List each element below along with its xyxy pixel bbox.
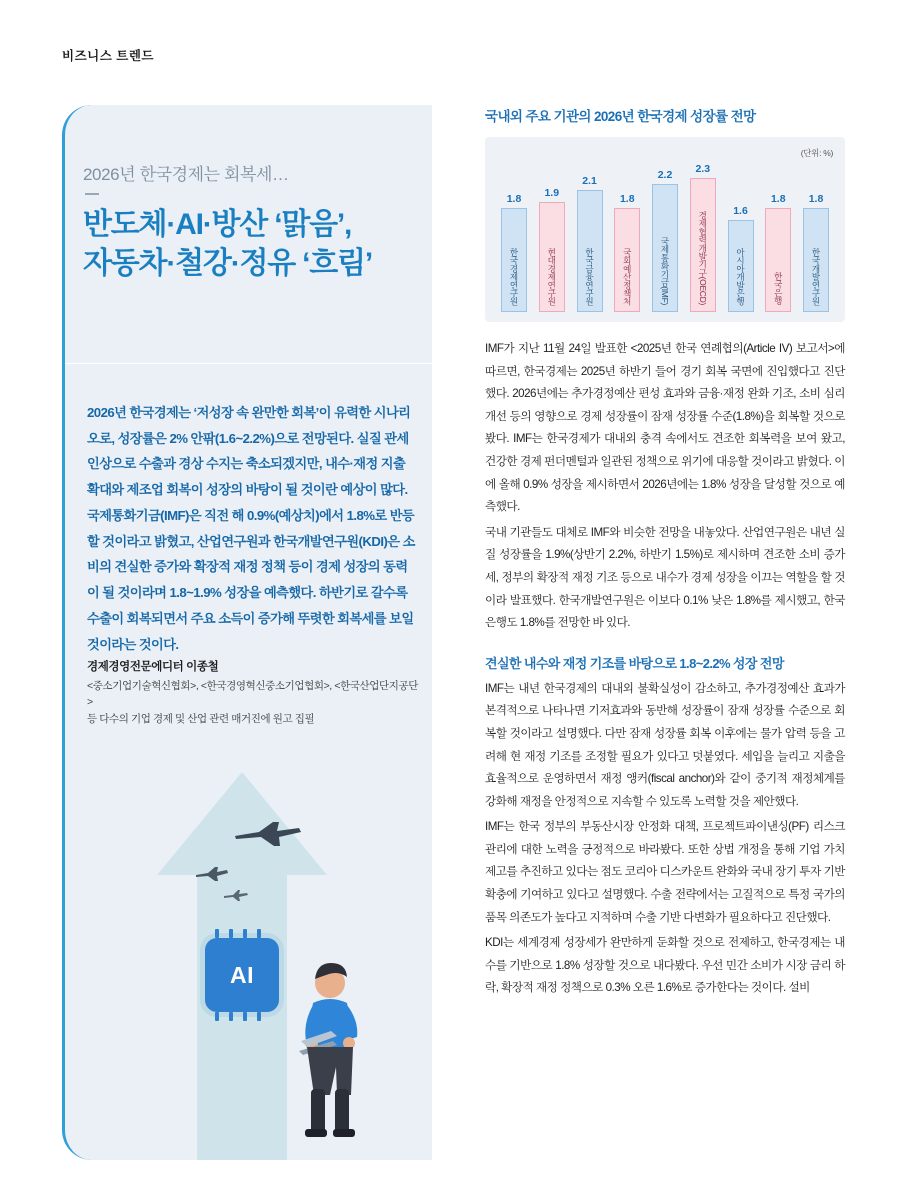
chip-pin bbox=[215, 929, 219, 938]
bar bbox=[539, 202, 565, 312]
chart-bar-group bbox=[763, 154, 793, 312]
byline bbox=[87, 658, 422, 727]
bar-value: 2.2 bbox=[657, 169, 673, 181]
hero-column bbox=[62, 105, 432, 1160]
bar-value: 1.8 bbox=[770, 193, 786, 205]
ai-chip-label: AI bbox=[230, 961, 254, 988]
article-paragraph: IMF는 내년 한국경제의 대내외 불확실성이 감소하고, 추가경정예산 효과가 본격적으로 나타나면 기저효과와 동반해 성장률이 잠재 성장률 수준으로 회복할 것이라고 설명했다. 다만 잠재 성장률 회복 이후에는 물가 압력 등을 고려해 현 재정 기조를 조정할 필요가 있다고 덧붙였다. 세입을 늘리고 지출을 효율적으로 운영하면서 재정 앵커(fiscal anchor)와 같이 중기적 재정체계를 강화해 재정을 안정적으로 지속할 수 있도록 노력할 것을 제안했다. bbox=[485, 681, 845, 808]
bar-value: 1.9 bbox=[544, 187, 560, 199]
fighter-jet-small-icon-2 bbox=[223, 888, 249, 902]
bar-category-label: 한국은행 bbox=[773, 272, 784, 305]
person-with-laptop-icon bbox=[273, 957, 383, 1142]
bar bbox=[614, 208, 640, 312]
growth-forecast-chart bbox=[485, 137, 845, 322]
bar-value: 2.1 bbox=[582, 175, 597, 187]
chart-bar-group bbox=[537, 154, 567, 312]
hero-title-block bbox=[83, 160, 428, 283]
bar-category-label: 경제협력개발기구(OECD) bbox=[697, 210, 708, 305]
chart-unit-note: (단위: %) bbox=[800, 148, 833, 158]
chart-bars bbox=[499, 154, 831, 312]
article-subheading: 견실한 내수와 재정 기조를 바탕으로 1.8~2.2% 성장 전망 bbox=[485, 655, 784, 671]
article-paragraph: KDI는 세계경제 성장세가 완만하게 둔화할 것으로 전제하고, 한국경제는 내수를 기반으로 1.8% 성장할 것으로 내다봤다. 우선 민간 소비가 시장 금리 하락, 확장적 재정 정책으로 0.3% 오른 1.6%로 증가한다는 것이다. 설비 bbox=[485, 936, 845, 995]
chip-pin bbox=[257, 1012, 261, 1021]
article-paragraph: IMF는 한국 정부의 부동산시장 안정화 대책, 프로젝트파이낸싱(PF) 리스크 관리에 대한 노력을 긍정적으로 바라봤다. 또한 상법 개정을 통해 기업 가치 제고를 추진하고 있다는 점도 코리아 디스카운트 완화와 국내 장기 투자 기반 확충에 기여하고 있다고 설명했다. 수출 전략에서는 고질적으로 특정 국가의 품목 의존도가 높다고 지적하며 수출 기반 다변화가 필요하다고 진단했다. bbox=[485, 820, 845, 924]
chip-pin bbox=[243, 1012, 247, 1021]
chip-pin bbox=[243, 929, 247, 938]
bar-value: 1.8 bbox=[808, 193, 824, 205]
bar-value: 1.6 bbox=[733, 205, 748, 217]
byline-author: 경제경영전문에디터 이종철 bbox=[87, 661, 219, 673]
bar-category-label: 한국경제연구원 bbox=[509, 247, 519, 305]
chip-pin bbox=[229, 1012, 233, 1021]
chart-bar-group bbox=[801, 154, 831, 312]
bar bbox=[501, 208, 527, 312]
chart-bar-group bbox=[499, 154, 529, 312]
bar-category-label: 국제통화기금(IMF) bbox=[660, 237, 670, 305]
chart-bar-group bbox=[650, 154, 680, 312]
chip-pin bbox=[257, 929, 261, 938]
bar-category-label: 아시아개발은행 bbox=[735, 247, 746, 305]
fighter-jet-small-icon-1 bbox=[195, 864, 229, 882]
article-body-bottom bbox=[485, 678, 845, 1000]
byline-affiliation-1: <중소기업기술혁신협회>, <한국경영혁신중소기업협회>, <한국산업단지공단> bbox=[87, 680, 419, 709]
bar-category-label: 한국개발연구원 bbox=[811, 247, 821, 305]
hero-headline bbox=[83, 205, 428, 283]
article-body-top bbox=[485, 338, 845, 635]
section-kicker: 비즈니스 트렌드 bbox=[62, 49, 154, 63]
article-column bbox=[485, 105, 845, 1003]
byline-affiliation-2: 등 다수의 기업 경제 및 산업 관련 매거진에 원고 집필 bbox=[87, 712, 315, 725]
article-paragraph: 국내 기관들도 대체로 IMF와 비슷한 전망을 내놓았다. 산업연구원은 내년 실질 성장률을 1.9%(상반기 2.2%, 하반기 1.5%)로 제시하며 견조한 소비 증가세, 정부의 확장적 재정 기조 등으로 내수가 경제 성장을 이끄는 역할을 할 것이라 발표했다. 한국개발연구원은 이보다 0.1% 낮은 1.8%를 제시했고, 한국은행도 1.8%를 전망한 바 있다. bbox=[485, 525, 845, 630]
bar bbox=[803, 208, 829, 312]
hero-divider-dash bbox=[85, 193, 99, 195]
article-paragraph: IMF가 지난 11월 24일 발표한 <2025년 한국 연례협의(Article IV) 보고서>에 따르면, 한국경제는 2025년 하반기 들어 경기 회복 국면에 진입했다고 진단했다. 2026년에는 추가경정예산 편성 효과와 금융·재정 완화 기조, 소비 심리 개선 등의 영향으로 경제 성장률이 잠재 성장률 수준(1.8%)을 회복할 것으로 봤다. IMF는 한국경제가 대내외 충격 속에서도 견조한 회복력을 보여 왔고, 건강한 경제 펀더멘털과 일관된 정책으로 위기에 대응할 것이라고 밝혔다. 이에 올해 0.9% 성장을 제시하면서 2026년에는 1.8% 성장을 달성할 것으로 예측했다. bbox=[485, 342, 845, 514]
hero-rule bbox=[65, 363, 432, 364]
hero-lead-paragraph: 2026년 한국경제는 ‘저성장 속 완만한 회복’이 유력한 시나리오로, 성장률은 2% 안팎(1.6~2.2%)으로 전망된다. 실질 관세 인상으로 수출과 경상 수지는 축소되겠지만, 내수·재정 지출 확대와 제조업 회복이 성장의 바탕이 될 것이란 예상이 많다. 국제통화기금(IMF)은 직전 해 0.9%(예상치)에서 1.8%로 반등할 것이라고 밝혔고, 산업연구원과 한국개발연구원(KDI)은 소비의 견실한 증가와 확장적 재정 정책 등이 경제 성장의 동력이 될 것이라며 1.8~1.9% 성장을 예측했다. 하반기로 갈수록 수출이 회복되면서 주요 소득이 증가해 뚜렷한 회복세를 보일 것이라는 것이다. bbox=[87, 405, 415, 652]
bar bbox=[765, 208, 791, 312]
bar-category-label: 국회예산정책처 bbox=[622, 247, 633, 305]
bar bbox=[652, 184, 678, 312]
page-header bbox=[0, 0, 900, 84]
hero-illustration bbox=[65, 730, 432, 1160]
fighter-jet-icon bbox=[233, 816, 303, 850]
chart-bar-group bbox=[688, 154, 718, 312]
hero-headline-line2: 자동차·철강·정유 ‘흐림’ bbox=[83, 247, 373, 280]
chip-pin bbox=[229, 929, 233, 938]
bar-category-label: 한국금융연구원 bbox=[584, 247, 595, 305]
bar bbox=[577, 190, 603, 312]
bar bbox=[728, 220, 754, 312]
hero-eyebrow: 2026년 한국경제는 회복세… bbox=[83, 165, 289, 184]
bar-value: 1.8 bbox=[619, 193, 635, 205]
bar-value: 1.8 bbox=[506, 193, 522, 205]
chart-title: 국내외 주요 기관의 2026년 한국경제 성장률 전망 bbox=[485, 109, 756, 124]
bar-category-label: 현대경제연구원 bbox=[546, 247, 557, 305]
bar bbox=[690, 178, 716, 312]
chart-bar-group bbox=[612, 154, 642, 312]
chart-bar-group bbox=[575, 154, 605, 312]
hero-card bbox=[62, 105, 432, 1160]
chip-pin bbox=[215, 1012, 219, 1021]
chart-bar-group bbox=[726, 154, 756, 312]
ai-chip-icon bbox=[205, 938, 279, 1012]
hero-headline-line1: 반도체·AI·방산 ‘맑음’, bbox=[83, 208, 352, 241]
bar-value: 2.3 bbox=[695, 163, 711, 175]
